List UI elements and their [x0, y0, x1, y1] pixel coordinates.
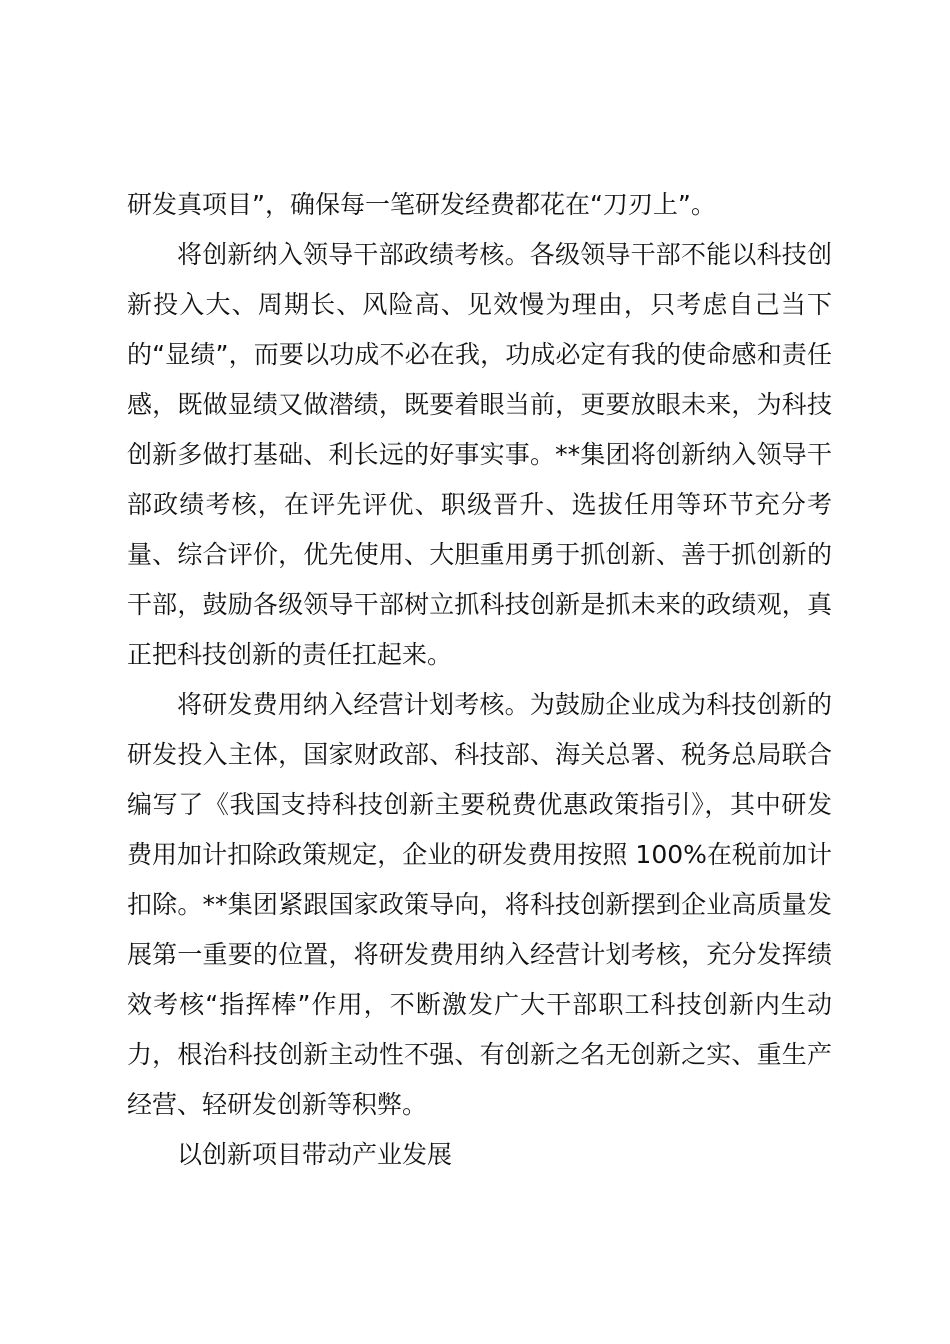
document-body	[127, 180, 832, 1180]
paragraph-leaders-assessment: 将创新纳入领导干部政绩考核。各级领导干部不能以科技创新投入大、周期长、风险高、见效慢为理由，只考虑自己当下的“显绩”，而要以功成不必在我，功成必定有我的使命感和责任感，既做显绩又做潜绩，既要着眼当前，更要放眼未来，为科技创新多做打基础、利长远的好事实事。**集团将创新纳入领导干部政绩考核，在评先评优、职级晋升、选拔任用等环节充分考量、综合评价，优先使用、大胆重用勇于抓创新、善于抓创新的干部，鼓励各级领导干部树立抓科技创新是抓未来的政绩观，真正把科技创新的责任扛起来。	[127, 240, 832, 669]
paragraph-rd-cost-assessment: 将研发费用纳入经营计划考核。为鼓励企业成为科技创新的研发投入主体，国家财政部、科技部、海关总署、税务总局联合编写了《我国支持科技创新主要税费优惠政策指引》，其中研发费用加计扣除政策规定，企业的研发费用按照 100%在税前加计扣除。**集团紧跟国家政策导向，将科技创新摆到企业高质量发展第一重要的位置，将研发费用纳入经营计划考核，充分发挥绩效考核“指挥棒”作用，不断激发广大干部职工科技创新内生动力，根治科技创新主动性不强、有创新之名无创新之实、重生产经营、轻研发创新等积弊。	[127, 690, 832, 1119]
section-heading: 以创新项目带动产业发展	[177, 1140, 453, 1169]
paragraph-continuation: 研发真项目”，确保每一笔研发经费都花在“刀刃上”。	[127, 190, 716, 219]
